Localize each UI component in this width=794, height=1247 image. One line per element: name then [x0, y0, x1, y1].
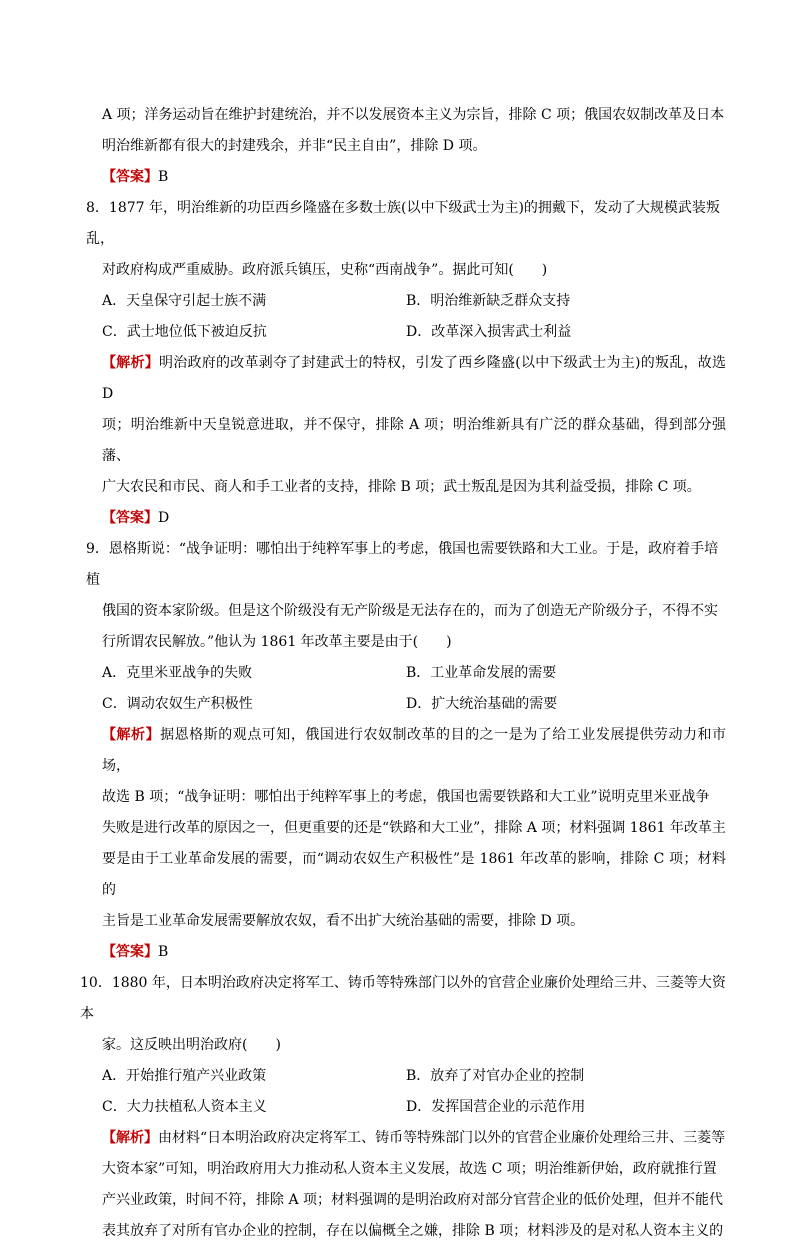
analysis-line: 要是由于工业革命发展的需要，而“调动农奴生产积极性”是 1861 年改革的影响，排除 C 项；材料的	[102, 851, 726, 898]
option-b: B．工业革命发展的需要	[406, 665, 557, 681]
option-d: D．扩大统治基础的需要	[406, 696, 558, 712]
question-9-stem	[86, 534, 726, 596]
prev-analysis-line: A 项；洋务运动旨在维护封建统治，并不以发展资本主义为宗旨，排除 C 项；俄国农奴制改革及日本	[102, 107, 725, 123]
question-stem-line: 行所谓农民解放。”他认为 1861 年改革主要是由于( )	[102, 634, 452, 650]
question-stem-line: 对政府构成严重威胁。政府派兵镇压，史称“西南战争”。据此可知( )	[102, 262, 548, 278]
question-number: 8．	[86, 200, 109, 216]
page-content	[80, 100, 727, 1247]
options-row	[86, 286, 726, 317]
answer-tag: 【答案】	[102, 169, 158, 185]
answer-value: B	[158, 169, 169, 185]
analysis-line: 失败是进行改革的原因之一，但更重要的还是“铁路和大工业”，排除 A 项；材料强调 1861 年改革主	[102, 820, 726, 836]
option-a: A．开始推行殖产兴业政策	[102, 1068, 267, 1084]
analysis-text: 据恩格斯的观点可知，俄国进行农奴制改革的目的之一是为了给工业发展提供劳动力和市场，	[102, 727, 727, 774]
analysis-line: 表其放弃了对所有官办企业的控制，存在以偏概全之嫌，排除 B 项；材料涉及的是对私人资本主义的	[102, 1223, 724, 1239]
analysis-tag: 【解析】	[102, 1130, 158, 1146]
option-d: D．发挥国营企业的示范作用	[406, 1099, 586, 1115]
analysis-line: 大资本家”可知，明治政府用大力推动私人资本主义发展，故选 C 项；明治维新伊始，政府就推行置	[102, 1161, 717, 1177]
analysis-line: 广大农民和市民、商人和手工业者的支持，排除 B 项；武士叛乱是因为其利益受损，排除 C 项。	[102, 479, 701, 495]
option-d: D．改革深入损害武士利益	[406, 324, 572, 340]
analysis-line	[86, 1123, 726, 1154]
answer-value: D	[158, 510, 170, 526]
question-8-stem	[86, 193, 726, 255]
prev-answer	[86, 162, 726, 193]
option-c: C．大力扶植私人资本主义	[102, 1099, 267, 1115]
option-b: B．放弃了对官办企业的控制	[406, 1068, 585, 1084]
options-row	[86, 317, 726, 348]
analysis-line: 主旨是工业革命发展需要解放农奴，看不出扩大统治基础的需要，排除 D 项。	[102, 913, 585, 929]
option-b: B．明治维新缺乏群众支持	[406, 293, 571, 309]
options-row	[86, 689, 726, 720]
analysis-text: 明治政府的改革剥夺了封建武士的特权，引发了西乡隆盛(以中下级武士为主)的叛乱，故选 D	[102, 355, 727, 402]
question-stem-line: 家。这反映出明治政府( )	[102, 1037, 281, 1053]
prev-analysis-line: 明治维新都有很大的封建残余，并非“民主自由”，排除 D 项。	[102, 138, 487, 154]
question-stem-line: 恩格斯说：“战争证明：哪怕出于纯粹军事上的考虑，俄国也需要铁路和大工业。于是，政府着手培植	[86, 541, 719, 588]
question-number: 9．	[86, 541, 109, 557]
option-a: A．天皇保守引起士族不满	[102, 293, 267, 309]
answer-tag: 【答案】	[102, 944, 158, 960]
answer-tag: 【答案】	[102, 510, 158, 526]
analysis-line: 项；明治维新中天皇锐意进取，并不保守，排除 A 项；明治维新具有广泛的群众基础，得到部分强藩、	[102, 417, 726, 464]
analysis-line	[86, 720, 726, 782]
analysis-line	[86, 348, 726, 410]
answer-line	[86, 937, 726, 968]
question-stem-line: 1877 年，明治维新的功臣西乡隆盛在多数士族(以中下级武士为主)的拥戴下，发动了大规模武装叛乱，	[86, 200, 720, 247]
analysis-line: 产兴业政策，时间不符，排除 A 项；材料强调的是明治政府对部分官营企业的低价处理，但并不能代	[102, 1192, 724, 1208]
options-row	[86, 658, 726, 689]
option-c: C．调动农奴生产积极性	[102, 696, 253, 712]
question-number: 10．	[80, 975, 112, 991]
question-stem-line: 俄国的资本家阶级。但是这个阶级没有无产阶级是无法存在的，而为了创造无产阶级分子，不得不实	[102, 603, 718, 619]
option-a: A．克里米亚战争的失败	[102, 665, 253, 681]
question-10-stem	[80, 968, 726, 1030]
analysis-text: 由材料“日本明治政府决定将军工、铸币等特殊部门以外的官营企业廉价处理给三井、三菱等	[158, 1130, 726, 1146]
analysis-tag: 【解析】	[102, 355, 160, 371]
answer-line	[86, 503, 726, 534]
analysis-line: 故选 B 项；“战争证明：哪怕出于纯粹军事上的考虑，俄国也需要铁路和大工业”说明克里米亚战争	[102, 789, 710, 805]
analysis-tag: 【解析】	[102, 727, 161, 743]
options-row	[86, 1092, 726, 1123]
question-stem-line: 1880 年，日本明治政府决定将军工、铸币等特殊部门以外的官营企业廉价处理给三井、三菱等大资本	[80, 975, 726, 1022]
option-c: C．武士地位低下被迫反抗	[102, 324, 267, 340]
answer-value: B	[158, 944, 169, 960]
options-row	[86, 1061, 726, 1092]
